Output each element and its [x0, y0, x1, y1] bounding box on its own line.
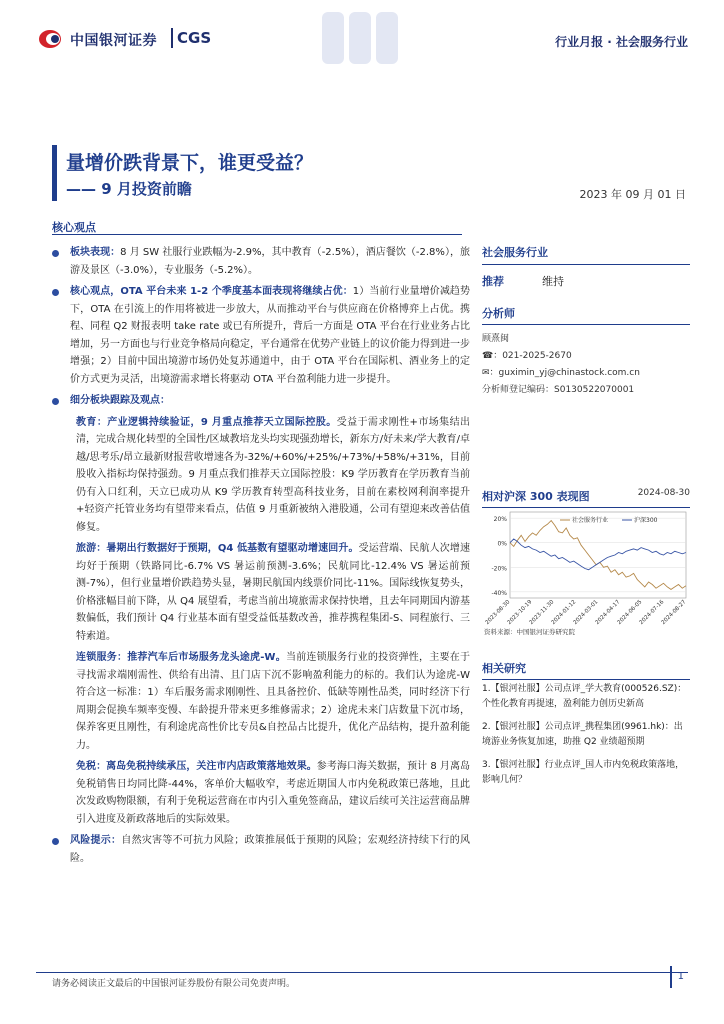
- x-tick-label: 2024-08-27: [660, 599, 688, 627]
- chain-service-paragraph: [76, 649, 470, 754]
- main-content: [52, 244, 470, 871]
- report-title: 量增价跌背景下，谁更受益？: [66, 152, 314, 174]
- rating-value: 维持: [542, 275, 564, 288]
- report-type-label: 行业月报 · 社会服务行业: [555, 35, 688, 49]
- core-views-divider: [52, 234, 462, 235]
- duty-free-paragraph: [76, 758, 470, 828]
- travel-title: 旅游：暑期出行数据好于预期，Q4 低基数有望驱动增速回升。: [76, 543, 359, 554]
- x-tick-label: 2023-11-30: [528, 599, 556, 627]
- sector-performance-paragraph: [52, 244, 470, 279]
- page-number: 1: [670, 966, 684, 988]
- core-view-text: 1）当前行业量增价减趋势下，OTA 在引流上的作用将被进一步放大，从而推动平台与供应商在价格博弈上占优。携程、同程 Q2 财报表明 take rate 或已有所提升，背后一方面是 OTA 平台在行业业务占比增加，另一方面也与行业竞争格局向稳定，平台通常在优势产业链上的议价能力得到进一步增强；2）目前中国出境游市场仍处复苏通道中，由于 OTA 平台在国际机、酒业务上的定价方式更为灵活，出境游需求增长将驱动 OTA 平台盈利能力进一步提升。: [70, 286, 470, 385]
- analyst-phone: ☎：021-2025-2670: [482, 351, 572, 361]
- related-item[interactable]: 3.【银河社服】行业点评_国人市内免税政策落地，影响几何？: [482, 760, 685, 785]
- x-tick-label: 2024-01-12: [550, 599, 578, 627]
- travel-paragraph: [76, 540, 470, 645]
- travel-text: 受运营端、民航人次增速均好于预期（铁路同比-6.7% VS 暑运前预测-3.6%；民航同比-12.4% VS 暑运前预测-7%），但行业量增价跌趋势头显，暑期民航国内线票价同比-11%。国际线恢复势头，价格涨幅目前下降，从 Q4 展望看，考虑当前出境旅需求保持快增，且去年同期国内游基数偏低，我们预计 Q4 行业基本面有望受益低基数改善，推荐携程集团-S、同程旅行、三特索道。: [76, 543, 470, 642]
- footer-disclaimer: 请务必阅读正文最后的中国银河证券股份有限公司免责声明。: [52, 979, 296, 989]
- core-views-heading: 核心观点: [52, 221, 96, 234]
- relative-performance-chart: [482, 506, 690, 638]
- analyst-heading: 分析师: [482, 305, 690, 325]
- footer-divider: [36, 972, 688, 973]
- risk-text: 自然灾害等不可抗力风险；政策推展低于预期的风险；宏观经济持续下行的风险。: [70, 835, 471, 864]
- related-research-list: [482, 682, 690, 796]
- education-text: 受益于需求刚性+市场集结出清，完成合规化转型的全国性/区域教培龙头均实现强劲增长，新东方/好未来/学大教育/卓越/思考乐/昂立最新财报营收增速各为-32%/+60%/+25%/+73%/+58%/+31%，目前股收入指标均保持强劲。9 月重点我们推荐天立国际控股：K9 学历教育在学历教育当前仍有入口红利，天立已成功从 K9 学历教育转型高科技业务，目前在素校网利润率提升+轻资产托管业务均有望带来看点，估值 9 月重新被纳入港股通，公司有望迎来改善估值修复。: [76, 416, 470, 533]
- related-item[interactable]: 1.【银河社服】公司点评_学大教育(000526.SZ)：个性化教育再提速，盈利能力创历史新高: [482, 684, 687, 709]
- x-tick-label: 2024-06-05: [616, 599, 644, 627]
- y-tick-label: -40%: [491, 589, 507, 597]
- risk-paragraph: [52, 832, 470, 867]
- series-line-1: [510, 539, 686, 570]
- sector-performance-text: 8 月 SW 社服行业跌幅为-2.9%，其中教育（-2.5%），酒店餐饮（-2.8%），旅游及景区（-3.0%），专业服务（-5.2%）。: [70, 247, 470, 276]
- chain-service-text: 当前连锁服务行业的投资弹性，主要在于寻找需求端刚需性、供给有出清、且门店下沉不影响盈利能力的标的。我们认为途虎-W 符合这一标准：1）车后服务需求刚刚性、且具备控价、低缺等刚性品类，同时经济下行周期会促换车频率变慢、车龄提升带来更多维修需求；2）途虎未来门店数量下沉市场，保养客更且刚性，有利途虎高性价比专员&自控品占比提升，优化产品结构，提升盈利能力。: [76, 652, 471, 751]
- x-tick-label: 2024-07-16: [638, 599, 666, 627]
- logo-divider: [171, 28, 173, 48]
- sector-performance-title: 板块表现：: [70, 247, 121, 258]
- sidebar: [482, 244, 690, 399]
- rating-row: [482, 273, 690, 289]
- x-tick-label: 2023-10-19: [506, 599, 534, 627]
- legend-label: 社会服务行业: [572, 517, 609, 524]
- related-research-heading: 相关研究: [482, 660, 690, 680]
- related-item[interactable]: 2.【银河社服】公司点评_携程集团(9961.hk)：出境游业务恢复加速，助推 Q2 业绩超预期: [482, 722, 683, 747]
- risk-title: 风险提示：: [70, 835, 122, 846]
- analyst-email: ✉：guximin_yj@chinastock.com.cn: [482, 368, 640, 378]
- chain-service-title: 连锁服务：推荐汽车后市场服务龙头途虎-W。: [76, 652, 286, 663]
- bullet-icon: [52, 289, 59, 296]
- x-tick-label: 2023-08-30: [484, 599, 512, 627]
- report-date: 2023 年 09 月 01 日: [579, 188, 686, 201]
- report-subtitle: —— 9 月投资前瞻: [66, 180, 192, 198]
- watermark-logo-icon: [318, 8, 402, 68]
- x-tick-label: 2024-03-01: [572, 599, 600, 627]
- bullet-icon: [52, 398, 59, 405]
- logo-cgs: CGS: [177, 29, 212, 47]
- y-tick-label: 0%: [497, 540, 507, 548]
- logo-text: 中国银河证券: [70, 33, 157, 49]
- chart-source: 资料来源：中国银河证券研究院: [484, 628, 575, 636]
- analyst-name: 顾熹闽: [482, 334, 510, 344]
- analyst-cert: 分析师登记编码：S0130522070001: [482, 385, 635, 395]
- chart-date: 2024-08-30: [637, 488, 690, 498]
- logo-icon: [38, 28, 66, 50]
- legend-label: 沪深300: [634, 517, 658, 524]
- y-tick-label: -20%: [491, 565, 507, 573]
- education-title: 教育：产业逻辑持续验证，9 月重点推荐天立国际控股。: [76, 416, 337, 428]
- bullet-icon: [52, 838, 59, 845]
- rating-label: 推荐: [482, 275, 504, 288]
- y-tick-label: 20%: [493, 516, 507, 524]
- duty-free-title: 免税：离岛免税持续承压，关注市内店政策落地效果。: [76, 761, 317, 772]
- plot-frame: [510, 512, 686, 598]
- chart-title: 相对沪深 300 表现图: [482, 490, 590, 503]
- industry-heading: 社会服务行业: [482, 244, 690, 265]
- series-line-0: [510, 521, 686, 590]
- subsector-heading: [52, 392, 470, 410]
- subsector-title: 细分板块跟踪及观点：: [70, 395, 170, 406]
- education-paragraph: [76, 414, 470, 537]
- x-tick-label: 2024-04-17: [594, 599, 622, 627]
- chart-heading: [482, 488, 690, 508]
- bullet-icon: [52, 250, 59, 257]
- duty-free-text: 参考海口海关数据，预计 8 月离岛免税销售日均同比降-44%，客单价大幅收窄，考虑近期国人市内免税政策已落地，且此次发政购物限额，有利于免税运营商在市内引入重免签商品，建议后续可关注运营商品牌引入进度及新政落地后的实际效果。: [76, 761, 470, 825]
- core-view-title: 核心观点，OTA 平台未来 1-2 个季度基本面表现将继续占优：: [70, 286, 353, 297]
- title-accent-bar: [52, 145, 57, 201]
- core-view-paragraph: [52, 283, 470, 388]
